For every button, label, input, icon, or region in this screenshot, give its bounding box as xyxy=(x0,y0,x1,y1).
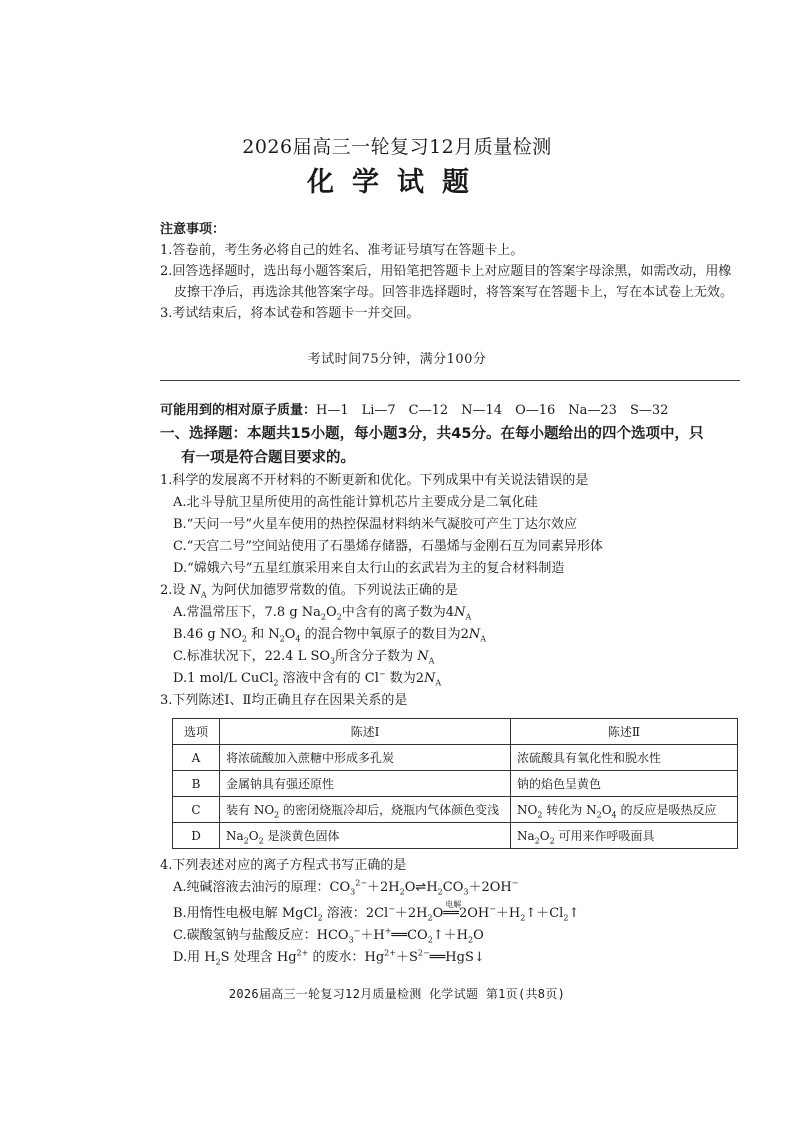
table-row: B 金属钠具有强还原性 钠的焰色呈黄色 xyxy=(173,771,738,797)
option-c: C.碳酸氢钠与盐酸反应：$HCO_3^-+H^+══CO_2↑+H_2O$ xyxy=(173,926,484,945)
table-header-row xyxy=(173,719,738,745)
table-row: D $Na_2O_2$ 是淡黄色固体 $Na_2O_2$ 可用来作呼吸面具 xyxy=(173,823,738,849)
option-b: B.“天问一号”火星车使用的热控保温材料纳米气凝胶可产生丁达尔效应 xyxy=(173,517,577,532)
option-a: A.北斗导航卫星所使用的高性能计算机芯片主要成分是二氧化硅 xyxy=(173,495,538,510)
option-b: B.用惰性电极电解 MgCl$_2$ 溶液：$2Cl^-+2H_2O$ 电解 $══2OH^-+H_2↑+Cl_2↑$ xyxy=(173,900,580,923)
notice-item: 1.答卷前，考生务必将自己的姓名、准考证号填写在答题卡上。 xyxy=(160,243,524,258)
table-row: A 将浓硫酸加入蔗糖中形成多孔炭 浓硫酸具有氧化性和脱水性 xyxy=(173,745,738,771)
option-b: B.46 g $NO_2$ 和 $N_2O_4$ 的混合物中氧原子的数目为$2N_A$ xyxy=(173,627,487,644)
table-row: C 装有 $NO_2$ 的密闭烧瓶冷却后，烧瓶内气体颜色变浅 $NO_2$ 转化为 $N_2O_4$ 的反应是吸热反应 xyxy=(173,797,738,823)
notice-item: 3.考试结束后，将本试卷和答题卡一并交回。 xyxy=(160,306,420,321)
question-1 xyxy=(160,470,750,580)
notice-heading: 注意事项： xyxy=(160,222,226,237)
option-a: A.纯碱溶液去油污的原理：$CO_3^{2-}+2H_2O\rightleftharpoons H_2CO_3+2OH^-$ xyxy=(173,878,519,897)
question-stem: 3.下列陈述Ⅰ、Ⅱ均正确且存在因果关系的是 xyxy=(160,693,408,708)
table-header: 选项 xyxy=(173,719,220,745)
q3-table xyxy=(172,718,738,849)
notice-item: 2.回答选择题时，选出每小题答案后，用铅笔把答题卡上对应题目的答案字母涂黑，如需改动，用橡皮擦干净后，再选涂其他答案字母。回答非选择题时，将答案写在答题卡上，写在本试卷上无效。 xyxy=(160,264,734,300)
question-4 xyxy=(160,855,750,969)
section-heading xyxy=(160,422,750,470)
exam-info: 考试时间75分钟，满分100分 xyxy=(307,352,487,367)
exam-title: 2026届高三一轮复习12月质量检测 xyxy=(242,136,552,158)
questions xyxy=(160,400,750,969)
question-2 xyxy=(160,580,750,690)
section-heading-line2: 有一项是符合题目要求的。 xyxy=(181,450,355,466)
atomic-mass-line xyxy=(160,400,750,422)
option-a: A.常温常压下，7.8 g $Na_2O_2$中含有的离子数为$4N_A$ xyxy=(173,605,472,622)
option-d: D.“嫦娥六号”五星红旗采用来自太行山的玄武岩为主的复合材料制造 xyxy=(173,561,565,576)
question-stem: 1.科学的发展离不开材料的不断更新和优化。下列成果中有关说法错误的是 xyxy=(160,473,589,488)
section-heading-line1: 一、选择题：本题共15小题，每小题3分，共45分。在每小题给出的四个选项中，只 xyxy=(160,426,704,442)
divider xyxy=(160,380,740,381)
table-header: 陈述Ⅰ xyxy=(220,719,511,745)
option-c: C.标准状况下，22.4 L $SO_3$所含分子数为 $N_A$ xyxy=(173,649,435,666)
question-stem: 2.设 $N_A$ 为阿伏加德罗常数的值。下列说法正确的是 xyxy=(160,583,458,600)
question-stem: 4.下列表述对应的离子方程式书写正确的是 xyxy=(160,858,407,873)
notice-section xyxy=(160,219,740,324)
page-footer: 2026届高三一轮复习12月质量检测 化学试题 第1页(共8页) xyxy=(228,987,566,1001)
option-c: C.“天宫二号”空间站使用了石墨烯存储器，石墨烯与金刚石互为同素异形体 xyxy=(173,539,603,554)
subject-title: 化学试题 xyxy=(307,167,487,198)
atomic-mass-label: 可能用到的相对原子质量： xyxy=(160,403,317,418)
option-d: D.1 mol/L CuCl$_2$ 溶液中含有的 Cl− 数为$2N_A$ xyxy=(173,669,442,688)
option-d: D.用 $H_2S$ 处理含 $Hg^{2+}$ 的废水：$Hg^{2+}+S^{2-}══HgS↓$ xyxy=(173,948,485,967)
table-header: 陈述Ⅱ xyxy=(511,719,738,745)
atomic-mass-values: H—1 Li—7 C—12 N—14 O—16 Na—23 S—32 xyxy=(316,403,669,418)
question-3 xyxy=(160,690,750,849)
